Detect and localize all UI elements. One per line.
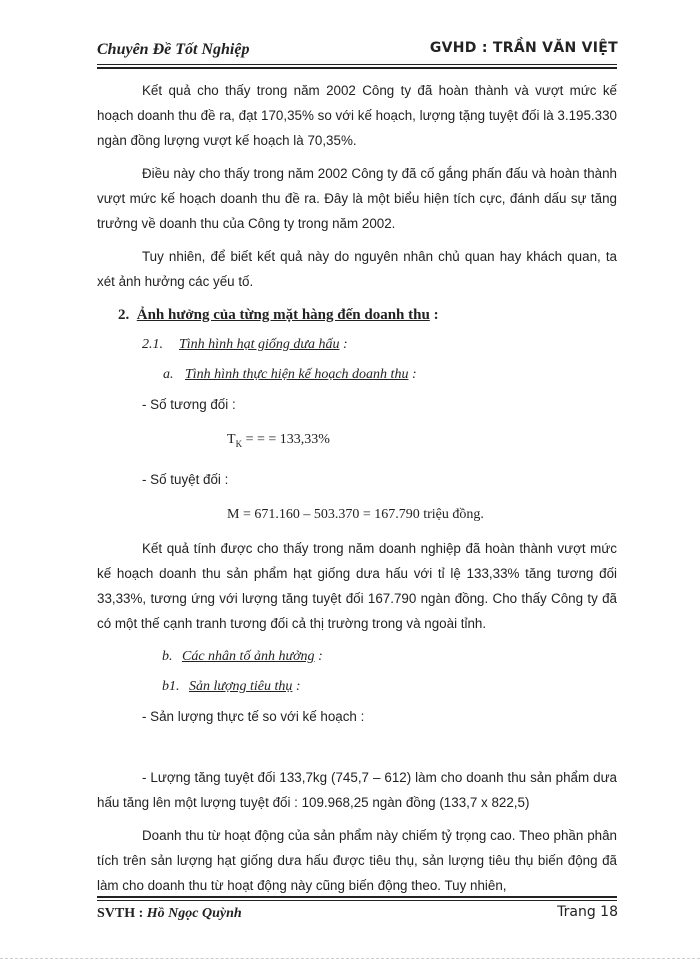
subsection-b	[162, 644, 617, 670]
section-title: Ảnh hưởng của từng mặt hàng đến doanh thu	[136, 307, 430, 323]
subsection-suffix: :	[408, 367, 417, 382]
output-label: - Sản lượng thực tế so với kế hoạch :	[142, 708, 365, 724]
footer-student-label: SVTH :	[97, 906, 147, 921]
formula-m: M = 671.160 – 503.370 = 167.790 triệu đồng.	[227, 506, 484, 522]
relative-label: - Số tương đối :	[142, 397, 236, 412]
page-number: Trang 18	[557, 904, 618, 920]
subsection-title: Tình hình hạt giống dưa hấu	[179, 337, 340, 352]
subsection-suffix: :	[314, 648, 323, 664]
header-title: Chuyên Đề Tốt Nghiệp	[97, 41, 250, 58]
paragraph-absolute-increase: - Lượng tăng tuyệt đối 133,7kg (745,7 – 612) làm cho doanh thu sản phẩm dưa hấu tăng lên một lượng tuyệt đối : 109.968,25 ngàn đồng (133,7 x 822,5)	[97, 769, 617, 810]
page-body	[97, 78, 617, 898]
subsection-title: Tình hình thực hiện kế hoạch doanh thu	[185, 367, 409, 382]
section-suffix: :	[429, 307, 439, 323]
formula-tk-value: = = = 133,33%	[242, 432, 330, 447]
absolute-label: - Số tuyệt đối :	[142, 471, 229, 487]
page-edge	[0, 958, 700, 959]
subsection-number: a.	[163, 367, 174, 382]
subsection-a	[163, 362, 617, 388]
formula-tk-symbol: T	[227, 432, 236, 447]
paragraph-revenue-share: Doanh thu từ hoạt động của sản phẩm này chiếm tỷ trọng cao. Theo phần phân tích trên sản lượng hạt giống dưa hấu được tiêu thụ, sản lượng tiêu thụ biến động đã làm cho doanh thu từ hoạt động này cũng biến động theo. Tuy nhiên,	[97, 827, 617, 893]
subsection-suffix: :	[339, 337, 348, 352]
subsection-suffix: :	[292, 678, 301, 694]
formula-tk	[227, 427, 617, 457]
paragraph-result: Kết quả cho thấy trong năm 2002 Công ty đã hoàn thành và vượt mức kế hoạch doanh thu đề ra, đạt 170,35% so với kế hoạch, lượng tặng tuyệt đối là 3.195.330 ngàn đồng lượng vượt kế hoạch là 70,35%.	[97, 83, 617, 148]
footer-divider	[97, 900, 617, 901]
header-divider-thick	[97, 67, 617, 69]
footer-student	[97, 906, 242, 922]
subsection-number: b1.	[162, 678, 180, 694]
subsection-title: Sản lượng tiêu thụ	[189, 678, 293, 694]
subsection-b1	[162, 674, 617, 700]
paragraph-calc-result: Kết quả tính được cho thấy trong năm doanh nghiệp đã hoàn thành vượt mức kế hoạch doanh thu sản phẩm hạt giống dưa hấu với tỉ lệ 133,33% tăng tương đối 33,33%, tương ứng với lượng tăng tuyệt đối 167.790 ngàn đồng. Cho thấy Công ty đã có một thế cạnh tranh tương đối cả thị trường trong và ngoài tỉnh.	[97, 540, 617, 631]
subsection-number: b.	[162, 648, 173, 664]
subsection-number: 2.1.	[142, 337, 163, 352]
subsection-2-1	[142, 332, 617, 358]
header-divider	[97, 64, 617, 65]
footer-student-name: Hồ Ngọc Quỳnh	[146, 906, 242, 921]
formula-tk-subscript: K	[235, 438, 243, 449]
subsection-title: Các nhân tố ảnh hưởng	[182, 648, 315, 664]
paragraph-however: Tuy nhiên, để biết kết quả này do nguyên nhân chủ quan hay khách quan, ta xét ảnh hưởng các yếu tố.	[97, 249, 617, 289]
section-number: 2.	[118, 307, 130, 323]
header-advisor: GVHD : TRẦN VĂN VIỆT	[429, 40, 618, 56]
paragraph-effort: Điều này cho thấy trong năm 2002 Công ty đã cố gắng phấn đấu và hoàn thành vượt mức kế hoạch doanh thu đề ra. Đây là một biểu hiện tích cực, đánh dấu sự tăng trưởng về doanh thu của Công ty trong năm 2002.	[97, 166, 617, 231]
section-heading-2	[118, 302, 617, 328]
footer-divider-thick	[97, 896, 617, 898]
